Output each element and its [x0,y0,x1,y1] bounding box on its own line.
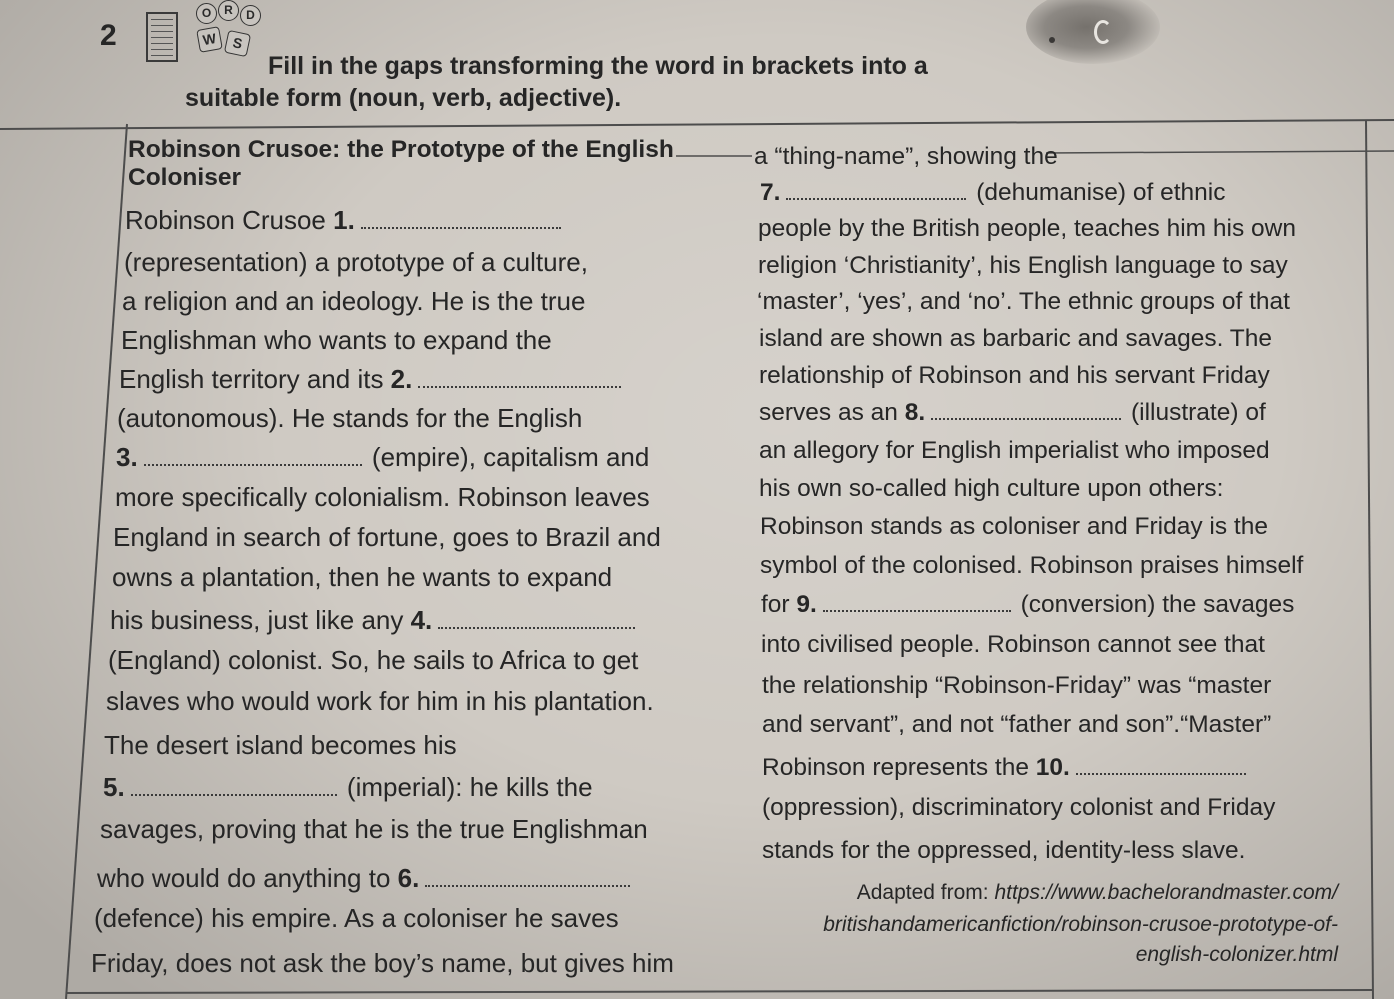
line-text: (dehumanise) of ethnic [969,179,1226,206]
gap-number-9: 9. [796,591,817,618]
right-line-19: stands for the oppressed, identity-less slave. [762,837,1246,864]
line-text: (illustrate) of [1124,399,1266,426]
tile-letter: W [196,26,223,53]
left-line-1 [125,205,564,235]
line-text: English territory and its [119,364,391,394]
instruction-line-2: suitable form (noun, verb, adjective). [185,84,622,112]
line-text: Robinson represents the [762,754,1036,781]
gap-number-2: 2. [390,364,413,394]
gap-number-6: 6. [397,863,420,893]
right-line-13 [761,590,1294,620]
right-line-2 [760,178,1225,208]
line-text: for [761,591,797,618]
right-line-15: the relationship “Robinson-Friday” was “master [762,672,1272,699]
line-text: (imperial): he kills the [339,772,593,802]
gap-number-8: 8. [904,399,926,426]
gap-number-5: 5. [103,772,125,802]
right-line-7: relationship of Robinson and his servant Friday [759,362,1270,389]
left-line-18: (defence) his empire. As a coloniser he saves [94,903,619,933]
notebook-icon [146,12,178,62]
gap-2-blank[interactable] [418,372,621,388]
right-line-12: symbol of the colonised. Robinson praises himself [760,552,1304,579]
left-line-4: Englishman who wants to expand the [121,325,552,355]
gap-1-blank[interactable] [361,213,561,229]
left-line-14: The desert island becomes his [104,730,457,760]
left-line-15 [103,772,593,802]
gap-number-1: 1. [333,205,355,235]
left-line-10: owns a plantation, then he wants to expand [112,562,613,592]
exercise-number: 2 [100,19,117,52]
gap-number-3: 3. [116,442,138,472]
gap-5-blank[interactable] [131,780,337,796]
line-text: who would do anything to [97,863,398,893]
line-text: (conversion) the savages [1013,591,1295,618]
tile-letter: S [224,30,251,57]
line-text: his business, just like any [110,605,411,635]
left-line-19: Friday, does not ask the boy’s name, but gives him [91,948,674,978]
gap-number-10: 10. [1035,754,1070,781]
line-text: (empire), capitalism and [364,442,650,472]
line-text: Robinson Crusoe [125,205,334,235]
gap-number-4: 4. [410,605,433,635]
right-line-1: a “thing-name”, showing the [754,143,1058,170]
source-url-part-2: britishandamericanfiction/robinson-crusoe-prototype-of- [823,913,1338,936]
gap-3-blank[interactable] [144,450,362,466]
right-line-10: his own so-called high culture upon others: [759,475,1224,502]
right-line-5: ‘master’, ‘yes’, and ‘no’. The ethnic groups of that [757,288,1290,315]
gap-7-blank[interactable] [786,184,966,200]
gap-4-blank[interactable] [438,613,635,629]
source-label: Adapted from: [856,881,995,904]
letter-tiles-icon [188,0,270,60]
left-line-13: slaves who would work for him in his plantation. [106,686,654,716]
right-line-11: Robinson stands as coloniser and Friday is the [760,513,1268,540]
left-line-16: savages, proving that he is the true Englishman [100,814,648,844]
source-line-2 [823,912,1338,938]
left-line-2: (representation) a prototype of a culture, [124,247,588,277]
left-line-9: England in search of fortune, goes to Brazil and [113,522,661,552]
line-text: serves as an [759,399,905,426]
left-line-7 [116,442,649,472]
right-line-6: island are shown as barbaric and savages. The [759,325,1272,352]
right-line-3: people by the British people, teaches him his own [758,215,1296,242]
left-line-8: more specifically colonialism. Robinson leaves [115,482,650,512]
gap-number-7: 7. [760,179,781,206]
left-line-3: a religion and an ideology. He is the true [122,286,586,316]
source-line-3 [1136,942,1338,968]
source-line-1 [857,880,1338,906]
article-title-line-1: Robinson Crusoe: the Prototype of the English [128,136,674,163]
left-line-5 [119,364,624,394]
right-line-17 [762,753,1249,783]
right-line-9: an allegory for English imperialist who imposed [759,437,1270,464]
right-line-18: (oppression), discriminatory colonist and Friday [762,794,1276,821]
left-line-11 [110,605,638,635]
gap-6-blank[interactable] [425,871,630,887]
right-line-14: into civilised people. Robinson cannot see that [761,631,1265,658]
left-line-6: (autonomous). He stands for the English [117,403,583,433]
gap-10-blank[interactable] [1076,759,1246,775]
tile-letter: O [196,3,217,24]
tile-letter: D [240,5,261,26]
instruction-line-1: Fill in the gaps transforming the word in brackets into a [268,52,928,80]
right-line-16: and servant”, and not “father and son”.“Master” [762,711,1272,738]
source-url-part-1: https://www.bachelorandmaster.com/ [994,881,1338,904]
source-url-part-3: english-colonizer.html [1135,943,1338,966]
right-line-4: religion ‘Christianity’, his English language to say [758,252,1288,279]
tile-letter: R [218,0,239,21]
gap-9-blank[interactable] [823,596,1011,612]
gap-8-blank[interactable] [931,404,1121,420]
article-title-line-2: Coloniser [128,164,241,191]
left-line-12: (England) colonist. So, he sails to Africa to get [108,645,639,675]
left-line-17 [97,863,633,893]
right-line-8 [759,398,1266,428]
